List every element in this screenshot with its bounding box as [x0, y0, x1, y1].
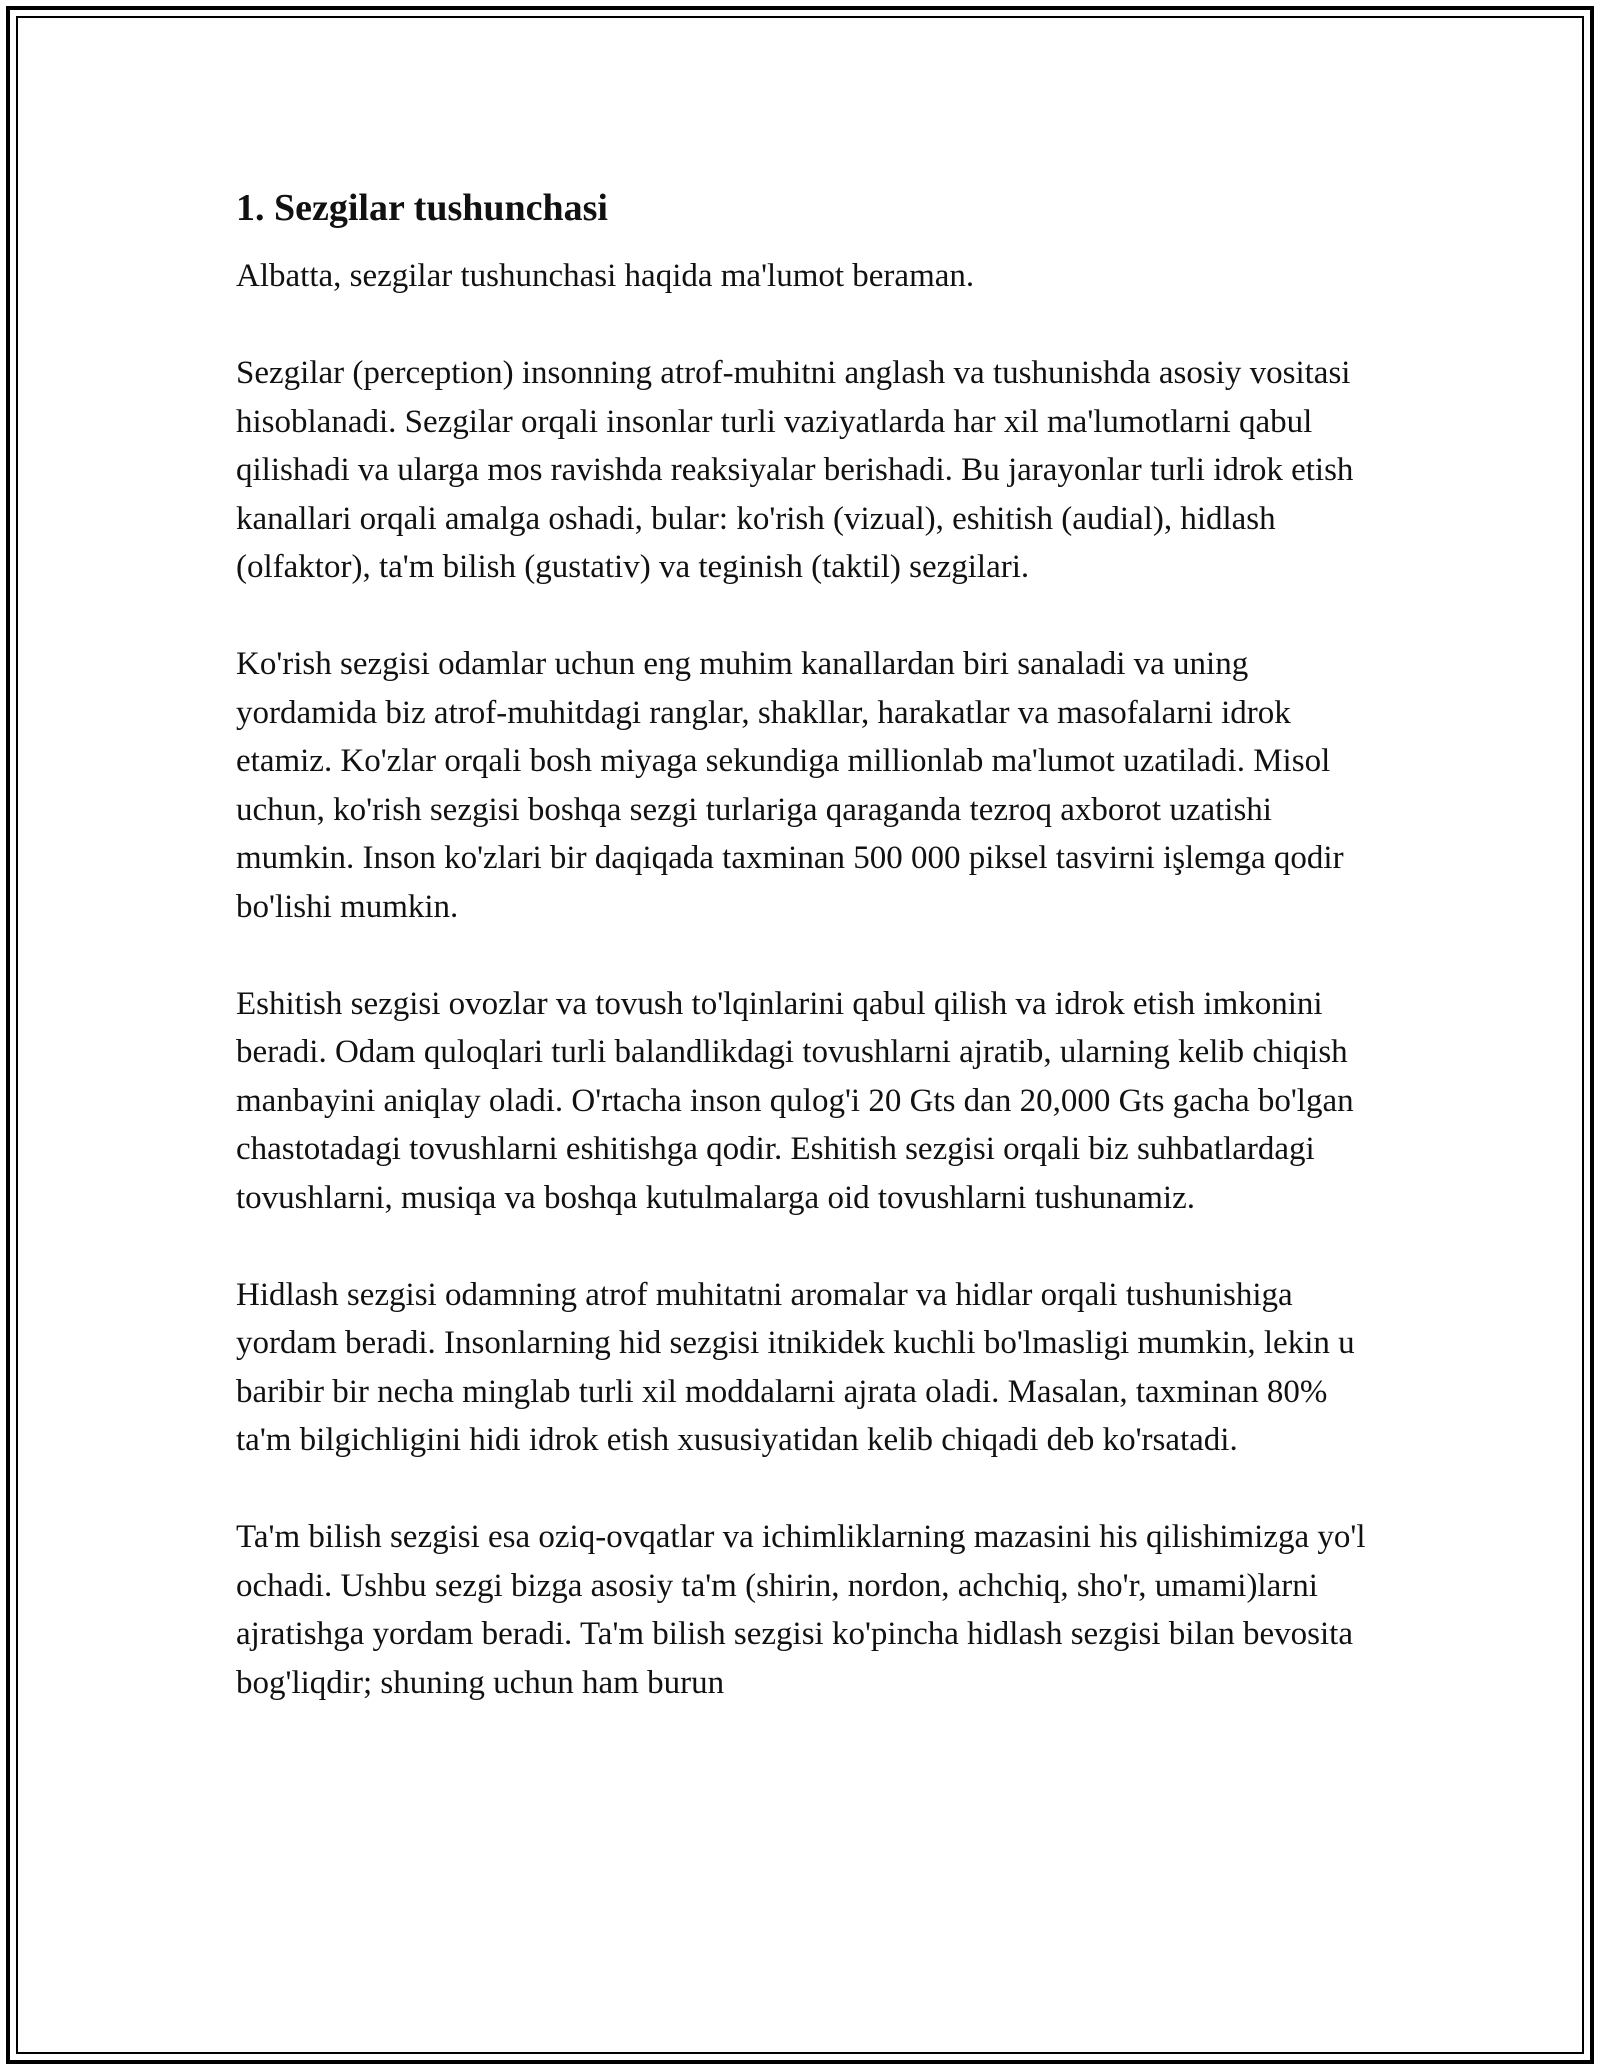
- paragraph-intro: Albatta, sezgilar tushunchasi haqida ma'lumot beraman.: [236, 258, 975, 294]
- paragraph-hearing: Eshitish sezgisi ovozlar va tovush to'lqinlarini qabul qilish va idrok etish imkonini beradi. Odam quloqlari turli balandlikdagi tovushlarni ajratib, ularning kelib chiqish manbayini aniqlay oladi. O'rtacha inson qulog'i 20 Gts dan 20,000 Gts gacha bo'lgan chastotadagi tovushlarni eshitishga qodir. Eshitish sezgisi orqali biz suhbatlardagi tovushlarni, musiqa va boshqa kutulmalarga oid tovushlarni tushunamiz.: [236, 985, 1354, 1216]
- paragraph-taste: Ta'm bilish sezgisi esa oziq-ovqatlar va ichimliklarning mazasini his qilishimizga yo'l ochadi. Ushbu sezgi bizga asosiy ta'm (shirin, nordon, achchiq, sho'r, umami)larni ajratishga yordam beradi. Ta'm bilish sezgisi ko'pincha hidlash sezgisi bilan bevosita bog'liqdir; shuning uchun ham burun: [236, 1519, 1366, 1701]
- paragraph-smell: Hidlash sezgisi odamning atrof muhitatni aromalar va hidlar orqali tushunishiga yordam beradi. Insonlarning hid sezgisi itnikidek kuchli bo'lmasligi mumkin, lekin u baribir bir necha minglab turli xil moddalarni ajrata oladi. Masalan, taxminan 80% ta'm bilgichligini hidi idrok etish xususiyatidan kelib chiqadi deb ko'rsatadi.: [236, 1276, 1355, 1458]
- document-body: [236, 184, 1376, 1756]
- section-heading: 1. Sezgilar tushunchasi: [236, 187, 608, 229]
- paragraph-vision: Ko'rish sezgisi odamlar uchun eng muhim kanallardan biri sanaladi va uning yordamida biz atrof-muhitdagi ranglar, shakllar, harakatlar va masofalarni idrok etamiz. Ko'zlar orqali bosh miyaga sekundiga millionlab ma'lumot uzatiladi. Misol uchun, ko'rish sezgisi boshqa sezgi turlariga qaraganda tezroq axborot uzatishi mumkin. Inson ko'zlari bir daqiqada taxminan 500 000 piksel tasvirni işlemga qodir bo'lishi mumkin.: [236, 646, 1344, 925]
- paragraph-perception: Sezgilar (perception) insonning atrof-muhitni anglash va tushunishda asosiy vositasi hisoblanadi. Sezgilar orqali insonlar turli vaziyatlarda har xil ma'lumotlarni qabul qilishadi va ularga mos ravishda reaksiyalar berishadi. Bu jarayonlar turli idrok etish kanallari orqali amalga oshadi, bular: ko'rish (vizual), eshitish (audial), hidlash (olfaktor), ta'm bilish (gustativ) va teginish (taktil) sezgilari.: [236, 355, 1354, 585]
